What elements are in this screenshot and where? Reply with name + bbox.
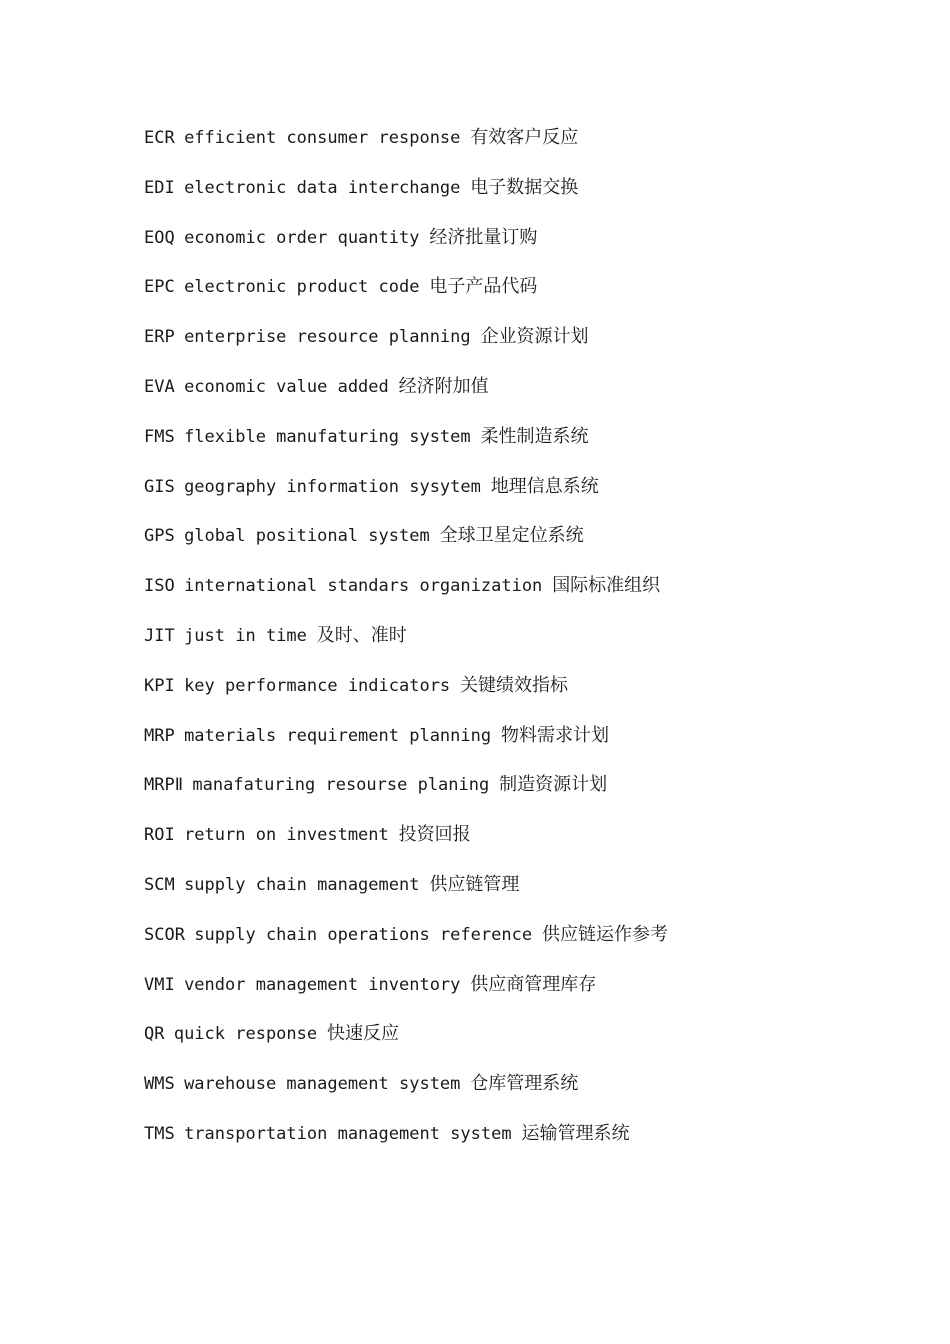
glossary-entry — [144, 821, 904, 871]
entry-abbreviation: EPC — [144, 277, 175, 298]
entry-english-term: international standars organization — [184, 576, 543, 597]
entry-english-term: economic order quantity — [184, 227, 420, 248]
entry-chinese-term: 制造资源计划 — [499, 774, 608, 796]
glossary-entry — [144, 1020, 904, 1070]
entry-english-term: electronic product code — [184, 277, 420, 298]
entry-english-term: enterprise resource planning — [184, 327, 471, 348]
entry-chinese-term: 供应链管理 — [429, 873, 520, 895]
entry-abbreviation: TMS — [144, 1123, 175, 1144]
entry-abbreviation: ECR — [144, 128, 175, 148]
entry-abbreviation: MRPⅡ — [144, 775, 184, 796]
entry-abbreviation: SCM — [144, 874, 175, 895]
entry-chinese-term: 电子产品代码 — [429, 276, 538, 298]
glossary-entry — [144, 273, 904, 323]
glossary-entry — [144, 1070, 904, 1120]
glossary-entry — [144, 423, 904, 473]
entry-chinese-term: 快速反应 — [327, 1023, 400, 1045]
entry-english-term: supply chain operations reference — [194, 924, 533, 945]
entry-english-term: warehouse management system — [184, 1074, 461, 1095]
entry-english-term: efficient consumer response — [184, 128, 461, 148]
entry-english-term: key performance indicators — [184, 675, 451, 696]
glossary-entry — [144, 771, 904, 821]
glossary-entry — [144, 124, 904, 174]
entry-abbreviation: QR — [144, 1024, 165, 1045]
entry-abbreviation: MRP — [144, 725, 175, 746]
glossary-entry — [144, 323, 904, 373]
entry-chinese-term: 有效客户反应 — [470, 127, 579, 148]
entry-english-term: transportation management system — [184, 1123, 512, 1144]
glossary-entry — [144, 871, 904, 921]
entry-abbreviation: ROI — [144, 825, 175, 846]
entry-english-term: manafaturing resourse planing — [192, 775, 490, 796]
entry-english-term: return on investment — [184, 825, 389, 846]
entry-abbreviation: FMS — [144, 426, 175, 447]
entry-abbreviation: SCOR — [144, 924, 185, 945]
entry-chinese-term: 供应链运作参考 — [541, 923, 668, 945]
entry-english-term: geography information sysytem — [184, 476, 481, 497]
entry-chinese-term: 运输管理系统 — [521, 1122, 630, 1144]
entry-abbreviation: ERP — [144, 327, 175, 348]
entry-chinese-term: 供应商管理库存 — [470, 973, 597, 995]
entry-abbreviation: JIT — [144, 625, 175, 646]
entry-abbreviation: VMI — [144, 974, 175, 995]
entry-abbreviation: GIS — [144, 476, 175, 497]
entry-chinese-term: 投资回报 — [398, 824, 471, 846]
glossary-entry — [144, 572, 904, 622]
entry-chinese-term: 地理信息系统 — [490, 475, 599, 497]
glossary-entry — [144, 672, 904, 722]
glossary-list — [144, 124, 904, 1170]
entry-chinese-term: 经济批量订购 — [429, 226, 538, 248]
entry-chinese-term: 柔性制造系统 — [480, 425, 589, 447]
entry-english-term: quick response — [173, 1024, 318, 1045]
entry-english-term: flexible manufaturing system — [184, 426, 471, 447]
glossary-entry — [144, 722, 904, 772]
entry-chinese-term: 电子数据交换 — [470, 176, 579, 198]
entry-chinese-term: 关键绩效指标 — [460, 674, 569, 696]
glossary-entry — [144, 921, 904, 971]
entry-english-term: global positional system — [184, 526, 430, 547]
entry-english-term: just in time — [184, 625, 307, 646]
entry-chinese-term: 物料需求计划 — [501, 724, 609, 746]
entry-english-term: economic value added — [184, 376, 389, 397]
entry-chinese-term: 国际标准组织 — [552, 575, 661, 597]
entry-abbreviation: EOQ — [144, 227, 175, 248]
glossary-entry — [144, 224, 904, 274]
entry-english-term: supply chain management — [184, 874, 420, 895]
entry-chinese-term: 企业资源计划 — [480, 326, 589, 348]
glossary-entry — [144, 1120, 904, 1170]
entry-chinese-term: 全球卫星定位系统 — [439, 525, 584, 547]
entry-chinese-term: 经济附加值 — [398, 375, 489, 397]
entry-chinese-term: 及时、准时 — [316, 624, 407, 646]
entry-abbreviation: WMS — [144, 1074, 175, 1095]
glossary-entry — [144, 522, 904, 572]
entry-abbreviation: ISO — [144, 576, 175, 597]
entry-abbreviation: GPS — [144, 526, 175, 547]
glossary-entry — [144, 473, 904, 523]
glossary-entry — [144, 373, 904, 423]
glossary-entry — [144, 622, 904, 672]
entry-abbreviation: EDI — [144, 177, 175, 198]
entry-abbreviation: EVA — [144, 376, 175, 397]
entry-english-term: electronic data interchange — [184, 177, 461, 198]
glossary-entry — [144, 174, 904, 224]
entry-english-term: vendor management inventory — [184, 974, 461, 995]
entry-english-term: materials requirement planning — [184, 725, 492, 746]
entry-chinese-term: 仓库管理系统 — [470, 1073, 579, 1095]
entry-abbreviation: KPI — [144, 675, 175, 696]
glossary-entry — [144, 971, 904, 1021]
